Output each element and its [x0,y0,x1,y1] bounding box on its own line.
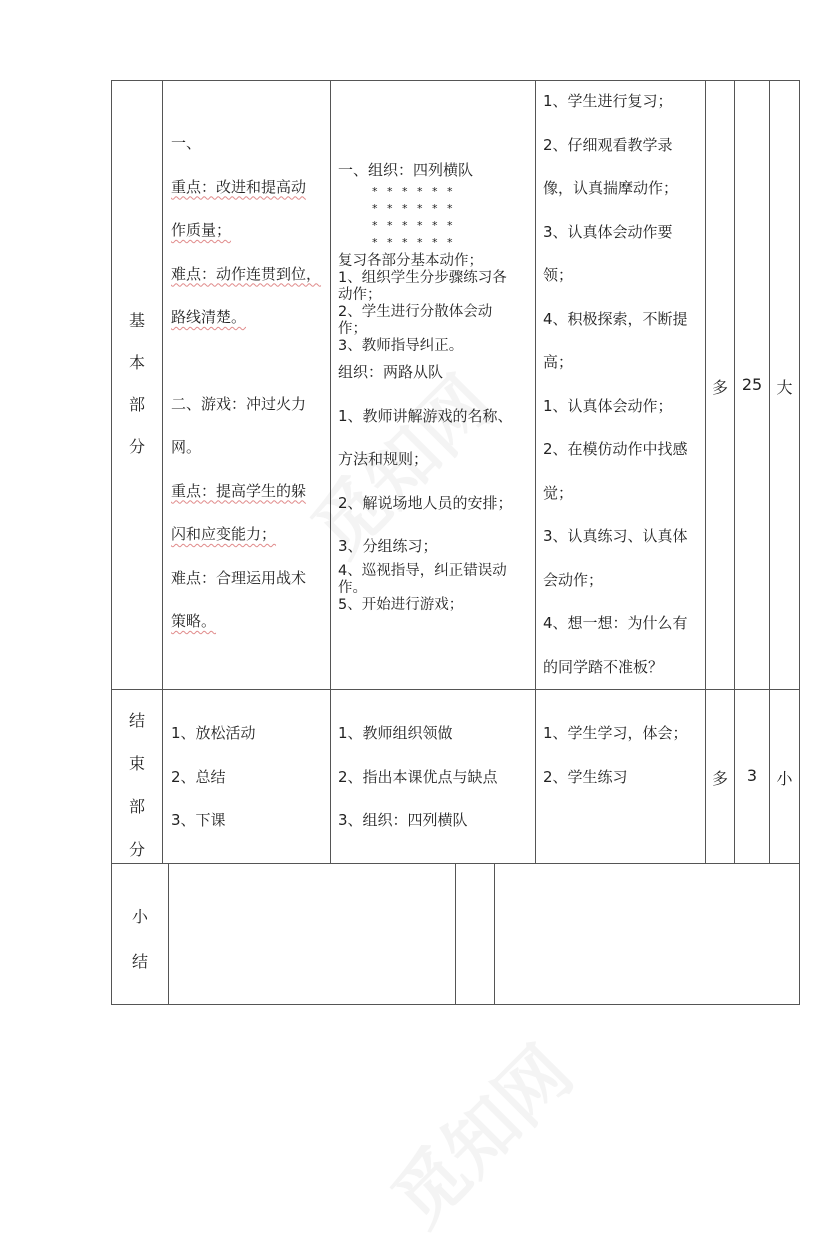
label-char: 小 [131,907,148,926]
teacher-game-line: 5、开始进行游戏； [338,596,464,613]
label-char: 结 [128,711,145,730]
content-line: 重点：改进和提高动 [171,177,307,196]
teacher-step: 作； [338,321,367,337]
label-char: 分 [128,437,145,456]
formation-diagram [338,183,534,251]
col-divider [168,863,169,1004]
student-line: 2、在模仿动作中找感 [543,440,688,458]
main-student [543,80,705,689]
teacher-game-line: 2、解说场地人员的安排； [338,493,513,512]
row-divider [111,689,800,690]
teacher-step: 3、教师指导纠正。 [338,338,464,354]
content-line: 重点：提高学生的躲 [171,481,307,500]
student-line: 的同学踏不准板？ [543,657,664,676]
content-line: 作质量； [171,221,232,239]
teacher-line: 2、指出本课优点与缺点 [338,767,498,786]
student-line: 会动作； [543,570,604,589]
student-line: 高； [543,353,574,371]
col-divider [734,80,735,863]
student-line: 3、认真体会动作要 [543,222,673,241]
practice-count: 多 [711,378,728,397]
label-char: 部 [128,395,145,414]
teacher-game-line: 4、巡视指导，纠正错误动 [338,562,507,579]
content-line: 二、游戏：冲过火力 [171,394,307,413]
end-teacher [338,712,534,843]
col-divider [535,80,536,863]
formation-row: * * * * * * [372,202,456,215]
student-line: 2、仔细观看教学录 [543,135,673,154]
student-line: 4、想一想：为什么有 [543,614,688,632]
label-char: 本 [128,353,145,372]
content-line: 策略。 [171,612,217,630]
end-student [543,712,705,799]
end-content [171,712,329,843]
table-border-bottom [111,1004,800,1005]
table-border-right [799,80,800,1005]
content-line: 3、下课 [171,811,226,829]
student-line: 像，认真揣摩动作； [543,179,679,197]
student-line: 2、学生练习 [543,767,628,786]
teacher-game-line: 组织：两路从队 [338,363,444,381]
col-divider [705,80,706,863]
label-char: 基 [128,311,145,330]
student-line: 觉； [543,483,574,502]
teacher-step: 1、组织学生分步骤练习各 [338,270,507,286]
content-line: 1、放松活动 [171,724,256,742]
teacher-game-line: 方法和规则； [338,450,429,468]
content-line: 难点：动作连贯到位， [171,264,322,283]
content-line: 网。 [171,438,202,456]
content-line: 2、总结 [171,767,226,786]
section-label-end [112,699,162,871]
col-divider [455,863,456,1004]
teacher-org: 一、组织：四列横队 [338,161,474,179]
teacher-step: 动作； [338,287,382,303]
formation-row: * * * * * * [372,219,456,232]
student-line: 1、学生进行复习； [543,92,673,110]
practice-time: 3 [746,766,758,785]
practice-time: 25 [741,375,763,394]
section-label-summary [112,894,168,984]
label-char: 分 [128,840,145,859]
content-line: 闪和应变能力； [171,525,277,543]
col-divider [494,863,495,1004]
label-char: 束 [128,754,145,773]
col-divider [162,80,163,863]
main-content [171,122,329,644]
teacher-step: 2、学生进行分散体会动 [338,304,493,320]
label-char: 结 [131,952,148,971]
student-line: 4、积极探索，不断提 [543,309,688,328]
student-line: 3、认真练习、认真体 [543,527,688,545]
content-line: 难点：合理运用战术 [171,568,307,587]
teacher-step: 复习各部分基本动作； [338,253,483,269]
student-line: 领； [543,266,574,284]
formation-row: * * * * * * [372,236,456,249]
col-divider [769,80,770,863]
practice-count: 多 [711,769,728,788]
content-line: 路线清楚。 [171,308,247,326]
teacher-game-line: 1、教师讲解游戏的名称、 [338,406,513,425]
teacher-line: 1、教师组织领做 [338,724,453,742]
section-label-main [112,300,162,468]
practice-intensity: 小 [776,769,793,788]
label-char: 部 [128,797,145,816]
teacher-game-line: 作。 [338,579,367,596]
student-line: 1、学生学习，体会； [543,724,688,742]
teacher-line: 3、组织：四列横队 [338,811,468,829]
teacher-game-line: 3、分组练习； [338,537,438,555]
content-line: 一、 [171,134,202,152]
student-line: 1、认真体会动作； [543,396,673,415]
formation-row: * * * * * * [372,185,456,198]
practice-intensity: 大 [776,378,793,397]
